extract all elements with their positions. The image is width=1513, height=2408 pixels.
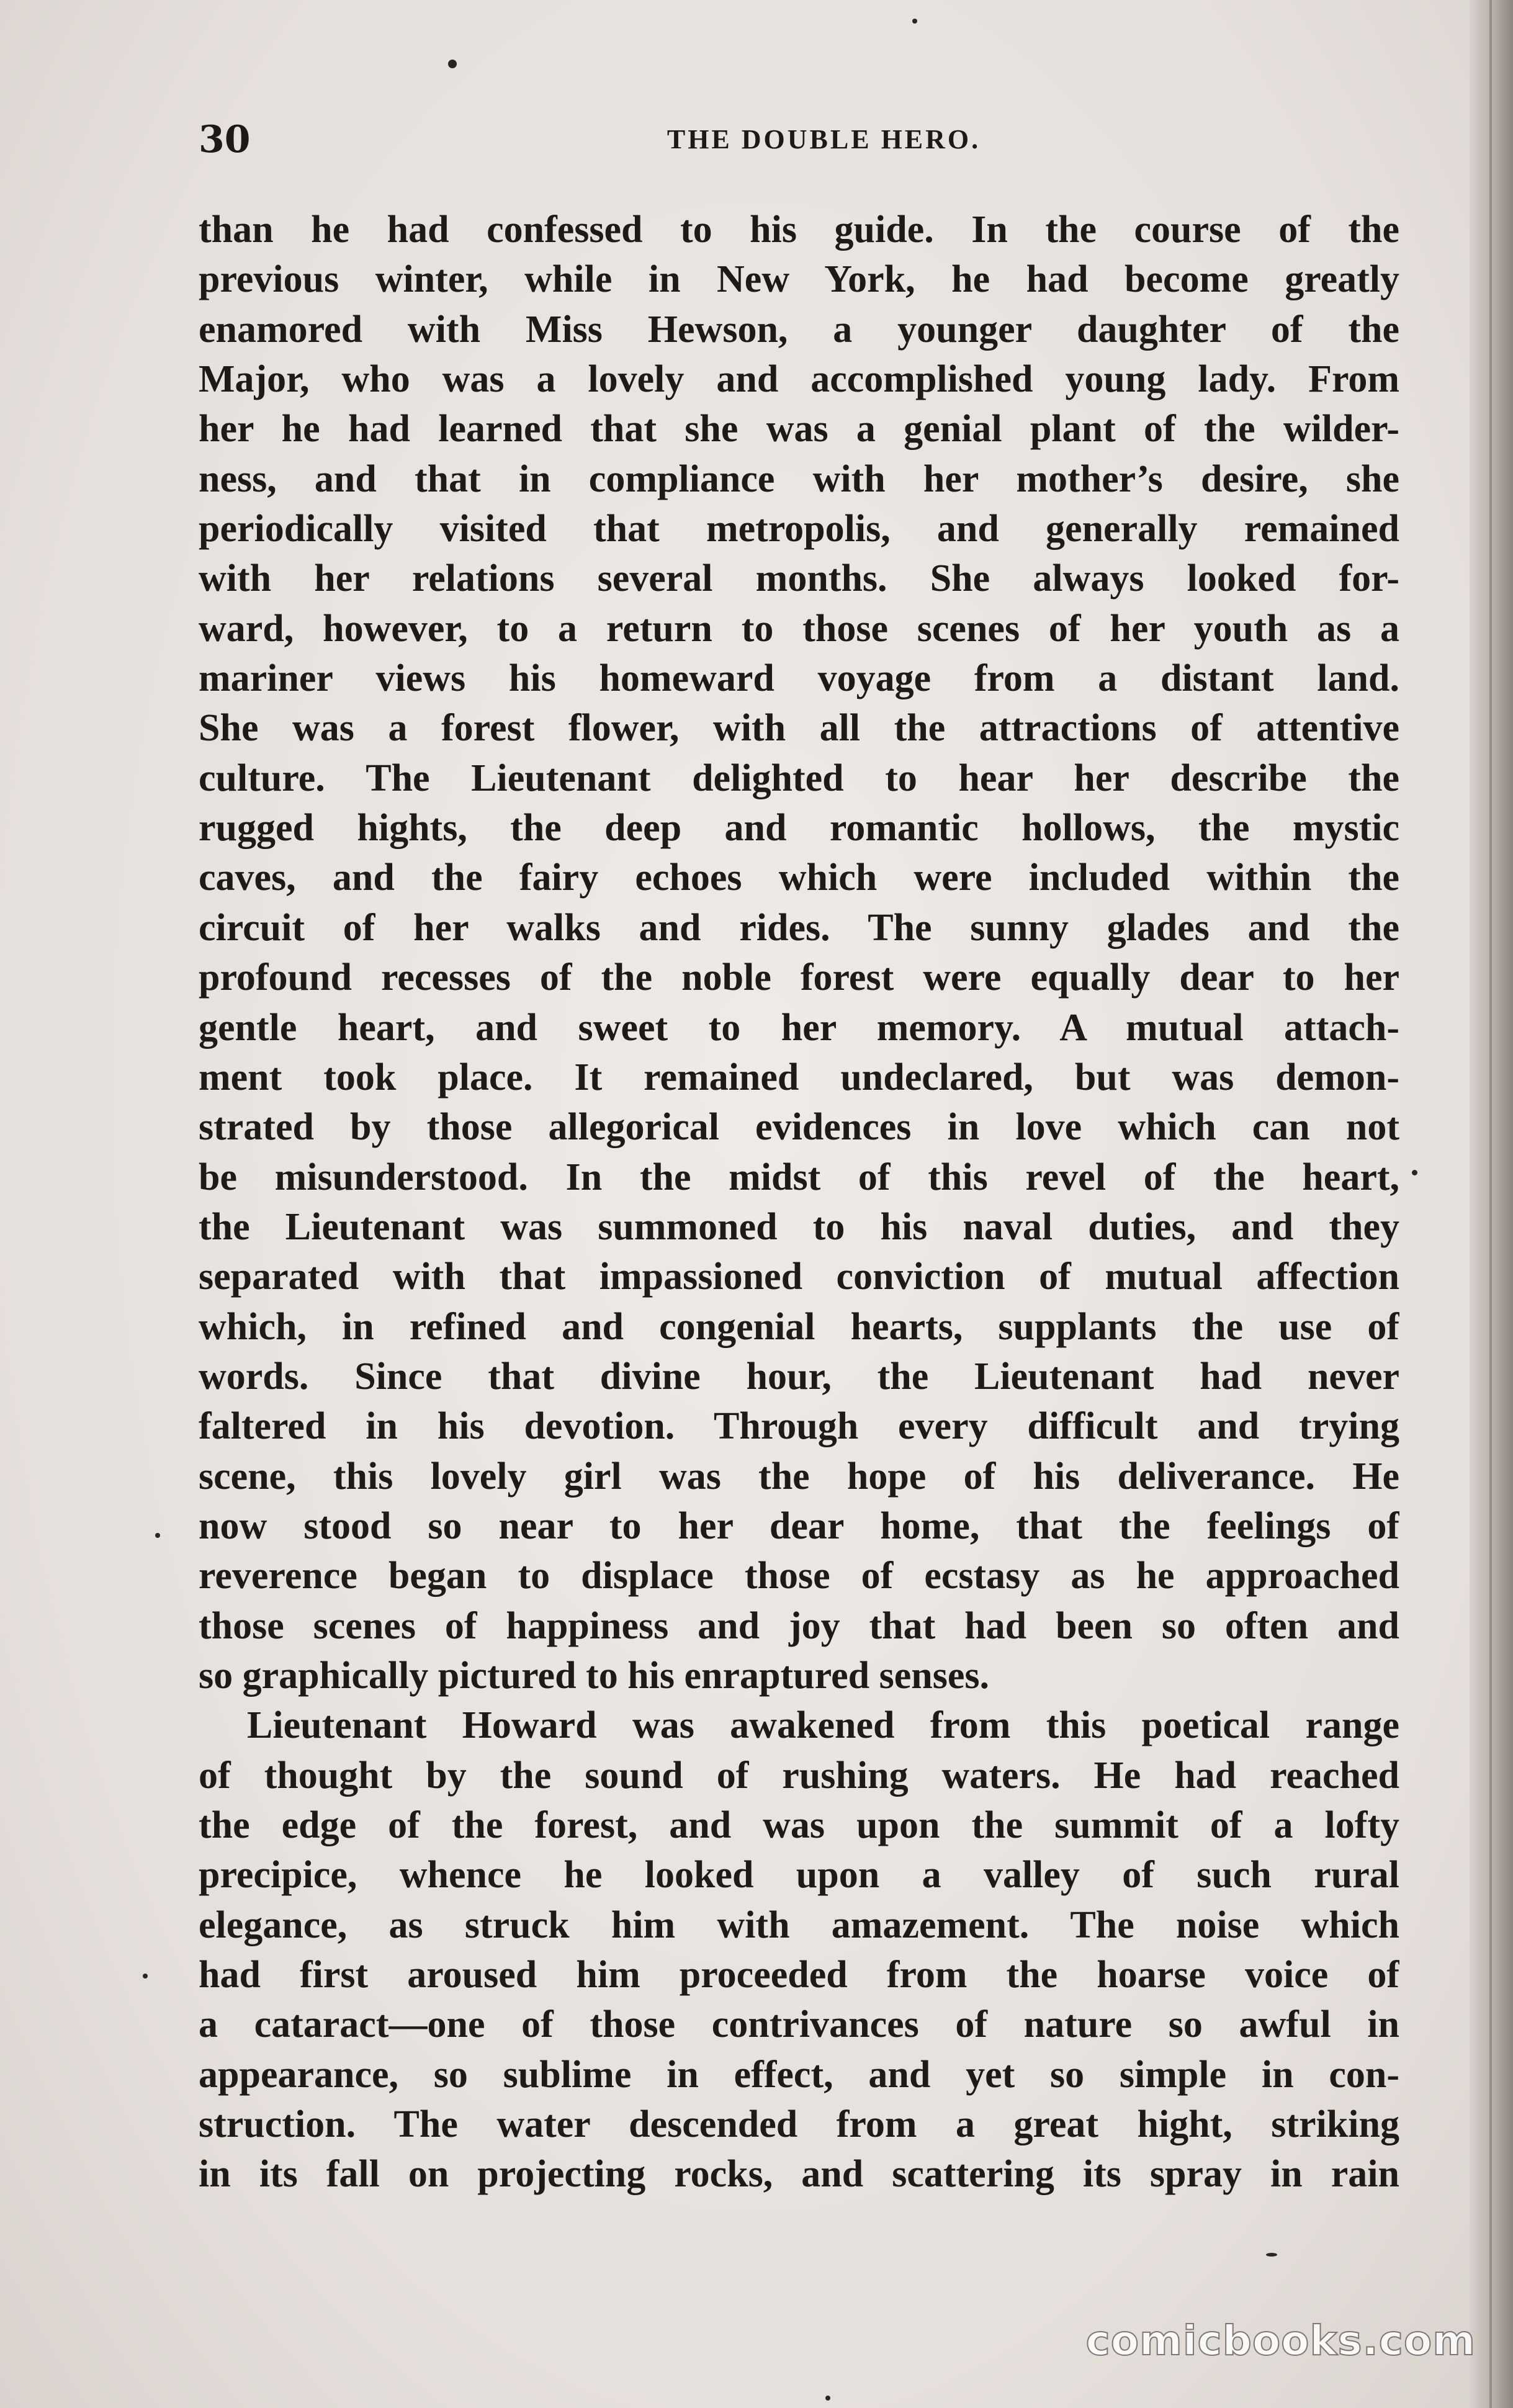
paper-speck: [1412, 1170, 1417, 1175]
text-line: than he had confessed to his guide. In the course of the: [199, 209, 1399, 251]
text-line: so graphically pictured to his enraptured senses.: [199, 1654, 989, 1697]
text-line: be misunderstood. In the midst of this revel of the heart,: [199, 1156, 1399, 1198]
text-line: ment took place. It remained undeclared, but was demon-: [199, 1056, 1399, 1098]
text-line: previous winter, while in New York, he had become greatly: [199, 258, 1399, 301]
page-number: 30: [199, 118, 251, 161]
text-line: appearance, so sublime in effect, and yet so simple in con-: [199, 2053, 1399, 2096]
text-line: faltered in his devotion. Through every difficult and trying: [199, 1405, 1399, 1448]
paper-speck: [143, 1974, 148, 1979]
text-line: those scenes of happiness and joy that had been so often and: [199, 1604, 1399, 1647]
text-line: rugged hights, the deep and romantic hollows, the mystic: [199, 807, 1399, 850]
text-line: culture. The Lieutenant delighted to hear her describe the: [199, 757, 1399, 799]
text-line: Lieutenant Howard was awakened from this poetical range: [247, 1704, 1399, 1747]
text-line: strated by those allegorical evidences in love which can not: [199, 1106, 1399, 1149]
text-line: caves, and the fairy echoes which were included within the: [199, 856, 1399, 899]
text-line: Major, who was a lovely and accomplished young lady. From: [199, 358, 1399, 401]
text-line: now stood so near to her dear home, that the feelings of: [199, 1504, 1399, 1547]
text-line: circuit of her walks and rides. The sunny glades and the: [199, 906, 1399, 949]
text-line: a cataract—one of those contrivances of nature so awful in: [199, 2003, 1399, 2046]
text-line: which, in refined and congenial hearts, supplants the use of: [199, 1305, 1399, 1348]
text-line: profound recesses of the noble forest were equally dear to her: [199, 956, 1399, 999]
site-watermark: comicbooks.com: [1085, 2317, 1476, 2365]
paper-speck: [825, 2396, 830, 2401]
text-line: ward, however, to a return to those scenes of her youth as a: [199, 607, 1399, 650]
text-line: words. Since that divine hour, the Lieutenant had never: [199, 1355, 1399, 1398]
paper-speck: [1266, 2253, 1277, 2257]
text-line: ness, and that in compliance with her mother’s desire, she: [199, 457, 1399, 500]
text-line: the edge of the forest, and was upon the summit of a lofty: [199, 1804, 1399, 1846]
text-line: elegance, as struck him with amazement. The noise which: [199, 1903, 1399, 1946]
text-line: reverence began to displace those of ecstasy as he approached: [199, 1555, 1399, 1597]
text-line: of thought by the sound of rushing waters. He had reached: [199, 1754, 1399, 1797]
text-line: precipice, whence he looked upon a valley of such rural: [199, 1854, 1399, 1897]
text-line: periodically visited that metropolis, and generally remained: [199, 508, 1399, 550]
text-line: scene, this lovely girl was the hope of his deliverance. He: [199, 1455, 1399, 1498]
page-gutter-line: [1489, 0, 1492, 2408]
text-line: enamored with Miss Hewson, a younger daughter of the: [199, 308, 1399, 351]
paper-speck: [912, 19, 917, 24]
text-line: She was a forest flower, with all the attractions of attentive: [199, 707, 1399, 750]
running-title: THE DOUBLE HERO.: [667, 124, 981, 155]
text-line: gentle heart, and sweet to her memory. A mutual attach-: [199, 1006, 1399, 1049]
running-head: [199, 115, 1399, 164]
paper-speck: [448, 60, 457, 68]
text-line: her he had learned that she was a genial plant of the wilder-: [199, 408, 1399, 451]
text-line: separated with that impassioned conviction of mutual affection: [199, 1256, 1399, 1298]
text-line: struction. The water descended from a great hight, striking: [199, 2103, 1399, 2146]
body-text: [199, 205, 1399, 2199]
paper-speck: [155, 1533, 160, 1538]
text-line: in its fall on projecting rocks, and scattering its spray in rain: [199, 2153, 1399, 2196]
text-line: had first aroused him proceeded from the hoarse voice of: [199, 1954, 1399, 1997]
text-line: mariner views his homeward voyage from a distant land.: [199, 657, 1399, 700]
text-line: the Lieutenant was summoned to his naval duties, and they: [199, 1205, 1399, 1248]
text-line: with her relations several months. She always looked for-: [199, 557, 1399, 600]
